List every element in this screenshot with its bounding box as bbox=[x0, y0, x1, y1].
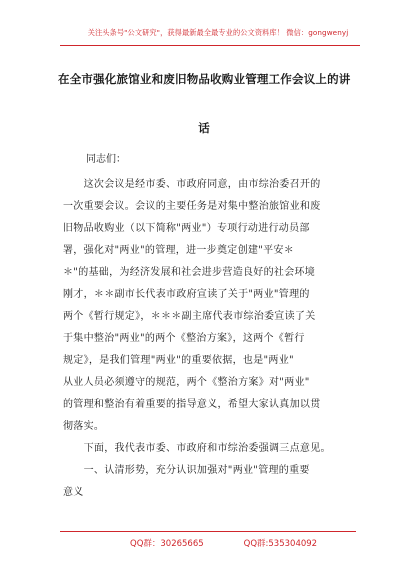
document-body bbox=[63, 174, 353, 504]
body-line: 下面，我代表市委、市政府和市综治委强调三点意见。 bbox=[63, 443, 331, 454]
footer-contact bbox=[130, 537, 317, 549]
body-line: ＊"的基础，为经济发展和社会进步营造良好的社会环境 bbox=[63, 267, 316, 278]
body-line: 意义 bbox=[63, 487, 84, 498]
body-line: 旧物品收购业（以下简称"两业"）专项行动进行动员部 bbox=[63, 223, 310, 234]
document-title-continuation: 话 bbox=[198, 121, 210, 135]
footer-qq-group-2: QQ群:535304092 bbox=[243, 539, 318, 549]
body-line: 从业人员必须遵守的规范，两个《整治方案》对"两业" bbox=[63, 377, 310, 388]
salutation: 同志们： bbox=[86, 154, 126, 165]
body-line: 于集中整治"两业"的两个《整治方案》，这两个《暂行 bbox=[63, 333, 305, 344]
header-banner: 关注头条号"公文研究"，获得最新最全最专业的公文资料库！ 微信：gongwenyj bbox=[87, 28, 349, 37]
footer-divider bbox=[60, 531, 356, 532]
body-line: 彻落实。 bbox=[63, 421, 105, 432]
document-title: 在全市强化旅馆业和废旧物品收购业管理工作会议上的讲 bbox=[58, 72, 351, 86]
body-line: 这次会议是经市委、市政府同意，由市综治委召开的 bbox=[63, 179, 321, 190]
body-line: 规定》，是我们管理"两业"的重要依据，也是"两业" bbox=[63, 355, 294, 366]
body-line: 一、认清形势，充分认识加强对"两业"管理的重要 bbox=[63, 465, 310, 476]
body-line: 署，强化对"两业"的管理，进一步奠定创建"平安＊ bbox=[63, 245, 294, 256]
footer-qq-group-1: QQ群：30265665 bbox=[130, 539, 204, 549]
body-line: 两个《暂行规定》，＊＊＊副主席代表市综治委宣读了关 bbox=[63, 311, 316, 322]
body-line: 刚才，＊＊副市长代表市政府宣读了关于"两业"管理的 bbox=[63, 289, 310, 300]
body-line: 的管理和整治有着重要的指导意义，希望大家认真加以贯 bbox=[63, 399, 321, 410]
header-divider bbox=[60, 45, 360, 46]
body-line: 一次重要会议。会议的主要任务是对集中整治旅馆业和废 bbox=[63, 201, 321, 212]
